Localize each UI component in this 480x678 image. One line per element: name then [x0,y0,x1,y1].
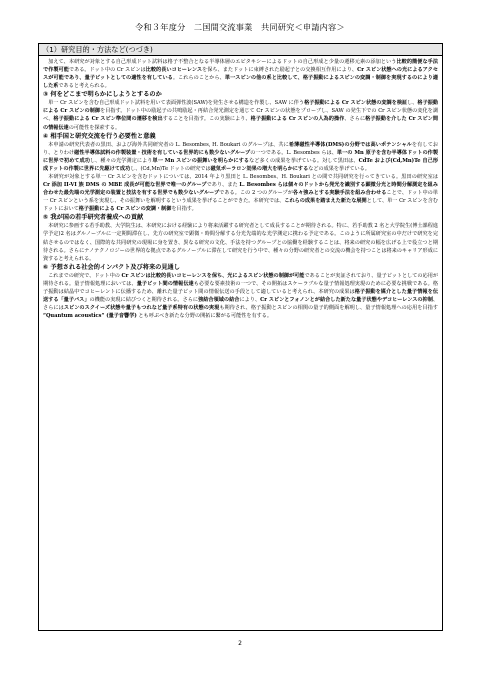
body-text-run: し、(Cd,Mn)Te ドットの研究では [130,165,211,172]
subsection-paragraph [43,222,438,262]
emphasized-text: Cr スピンは比較的長いコヒーレンスを保ち、光によるスピン状態の制御が可能 [121,272,305,279]
body-text-run: の可能性を探索する。 [68,124,121,131]
subsection-heading: ⑥ 予想される社会的インパクト及び将来の見通し [43,263,180,271]
body-text-run: 単一 Cr スピンを含む自己形成ドット試料を用いて表面弾性波(SAW)を発生させる構造を作製し、SAW に伴う [48,100,305,107]
emphasized-text: 量子ビット間の情報伝達 [136,280,194,287]
emphasized-text: CdTe および(Cd,Mn)Te 自己形成ドットの作製に世界に先駆けて成功 [43,157,439,172]
intro-paragraph [43,58,438,90]
body-text-run: などの成果を挙げている。 [308,165,370,172]
body-text-run: を目指す。 [171,206,197,213]
body-text-run: を有しており、とりわけ [43,141,439,156]
emphasized-text: 単一 Mn スピンの振舞いを明らかにする [152,157,250,164]
emphasized-text: スピンのスクイーズ状態や量子もつれなど量子系特有の状態の実現 [63,305,220,312]
body-text-run: 。これらのことから、 [172,75,225,82]
subsection-heading: ③ 何をどこまで明らかにしようとするのか [43,91,162,99]
body-text-run: も必要な要素技術の一つで、その開拓はスケーラブルな量子情報処理実現のために必要な挑戦である。格子振動は結晶中でコヒーレントに伝播するため、離れた量子ビット間の情報伝送の手段として適していると考えられ、本研究の成果は [43,280,439,295]
body-text-run: である。ドット中の Cr スピンは [68,67,146,74]
emphasized-text: 格子振動による Cr スピンの制御 [43,100,439,115]
emphasized-text: 格子振動による Cr スピンの変調・制御 [78,206,172,213]
emphasized-text: 強結合領域の結合 [198,296,240,303]
emphasized-text: 格子振動を介した Cr スピン間の情報伝達 [43,116,438,131]
emphasized-text: L. Besombes らは個々のドットから発光を識別する顕微分光と時間分解測定を組み合わせた最先端の光学測定の装置と技法を有する世界でも数少ないグループ [43,182,438,197]
page-header-title: 令和３年度分 二国間交流事業 共同研究＜申請内容＞ [135,22,345,32]
body-text-run: として、単一 Cr スピンを含むドットにおいて [43,198,439,213]
emphasized-text: Cr 添加 II-VI 族 DMS の MBE 成長が可能な世界で唯一のグループ [43,182,207,189]
emphasized-text: 単一スピンの他の系と比較して、格子振動によるスピンの変調・制御を実現するのにより適した系 [43,75,439,90]
emphasized-text: 単一の Mn 原子を含む半導体ドットの作製に世界で初めて成功 [43,149,438,164]
body-text-run: し、 [407,100,418,107]
body-text-run: 、さらには [43,296,439,312]
body-text-run: であり、また [206,182,240,189]
emphasized-text: 比較的簡便な手法で作製可能 [43,59,438,74]
emphasized-text: 磁性半導体試料の作製装置・技術を有している世界的にも数少ないグループ [74,149,251,156]
body-text-run: することを目指す。この実験により、 [162,116,251,123]
emphasized-text: 格子振動による Cr スピンの人為的操作 [250,116,345,123]
emphasized-text: これらの成果を踏まえた新たな展開 [284,198,367,205]
body-text-run: 本研究に参画する若手助教、大学院生は、本研究における経験により将来活躍する研究者として成長することが期待される。特に、若手助教 2 名と大学院生(博士課程進学予定)2 名はグルノーブルに一定期間滞在し、先方の研究室で顕微・時間分解する分光先端的な光学測定に携わる予定である。このように所属研究室の中だけで研究を完結させるのではなく、国際的な共同研究の現場に身を置き、異なる研究の文化、手法を持つグループとの協働を経験することは、将来の研究の幅を広げる上で役立つと期待される。さらにナノテクノロジーの世界的な拠点であるグルノーブルに滞在して研究を行う中で、種々の分野の研究者との交流の機会を持つことは将来のキャリア形成に資すると考えられる。 [43,223,438,262]
subsection-heading: ④ 相手国と研究交流を行う必要性と意義 [43,132,156,140]
body-text-run: も期待され、格子振動とスピンの相関の量子的側面を解明し、量子情報処理への応用を目指す [219,305,439,312]
body-text-run: であると考えられる。 [58,83,110,90]
emphasized-text: 格子振動による Cr スピン準位間の遷移を検出 [53,116,163,123]
body-text-run: ことで、ドット中の単一 Cr スピンという系を実現し、その振舞いを解明するという成果を挙げることができた。本研究では、 [43,190,438,205]
subsection-paragraph [43,99,438,131]
section-title: （1）研究目的・方法など(つづき) [39,44,442,56]
emphasized-text: 希薄磁性半導体(DMS)の分野では高いポテンシャル [288,141,412,148]
emphasized-text: Cr スピン状態への光によるアクセスが可能 [43,67,439,82]
body-text-run: により、 [239,296,261,303]
body-text-run: の機能の実現に結びつくと期待される。さらに [89,296,199,303]
body-text-run: これまでの研究で、ドット中の [48,272,122,279]
emphasized-text: 磁気ポーラロン効果の増大を明らかにする [210,165,309,172]
body-text-run: の一つである。L. Besombes らは、 [250,149,337,156]
emphasized-text: 格子振動を媒介とした量子情報を伝送する「量子バス」 [43,288,438,303]
body-text-run: であることが実証されており、量子ビットとしての応用が期待される。量子情報処理においては、 [43,272,438,287]
emphasized-text: であり、量子ビットとしての適性を有している [63,75,173,82]
body-text-run: など多くの成果を挙げている。対して黒田は、 [249,157,359,164]
body-text-run: 本研究が対象とする単一 Cr スピンを含むドットについては、2014 年より黒田と L. Besombes、H. Boukari との間で共同研究を行ってきている。黒田の研究室は [48,173,438,180]
page-number: 2 [238,640,242,647]
body-text-run: 、さらに [344,116,366,123]
subsections [43,91,438,320]
emphasized-text: “Quantum acoustics” (量子音響学) [43,313,137,320]
emphasized-text: 格子振動による Cr スピン状態の変調を検証 [304,100,408,107]
emphasized-text: Cr スピンとフォノンとが結合した新たな量子状態やデコヒーレンスの抑制 [260,296,433,303]
body-text [43,58,438,320]
body-text-run: を保ち、またドットに束縛された励起子との交換相互作用により、 [202,67,358,74]
emphasized-text: 比較的長いコヒーレンス [145,67,203,74]
subsection-paragraph [43,141,438,173]
emphasized-text: 各々強みとする実験手法を組み合わせる [292,190,387,197]
body-text-run: とも呼ぶべき新たな分野の開拓に繋がる可能性を有する。 [136,313,273,320]
body-text-run: 本申請の研究代表者の黒田、および海外共同研究者の L. Besombes, H. Boukari のグループは、共に [48,141,289,148]
subsection-heading: ⑤ 我が国の若手研究者養成への貢献 [43,214,144,222]
application-content-box [38,43,443,631]
body-text-run: 加えて、本研究が対象とする自己形成ドット試料は格子不整合となる半導体層のエピタキシーによるドットの自己形成と少量の遷移元素の添加という [48,59,397,65]
body-text-run: を目指す。ドット中の励起子の共鳴励起・再結合発光測定を通じて Cr スピンの状態をプローブし、SAW の発生下での Cr スピン状態の変化を調べ、 [43,108,438,123]
subsection-paragraph [43,173,438,213]
subsection-paragraph [43,272,438,320]
body-text-run: し、種々の光学測定により [89,157,153,164]
body-text-run: である。この 2 つのグループが [219,190,293,197]
